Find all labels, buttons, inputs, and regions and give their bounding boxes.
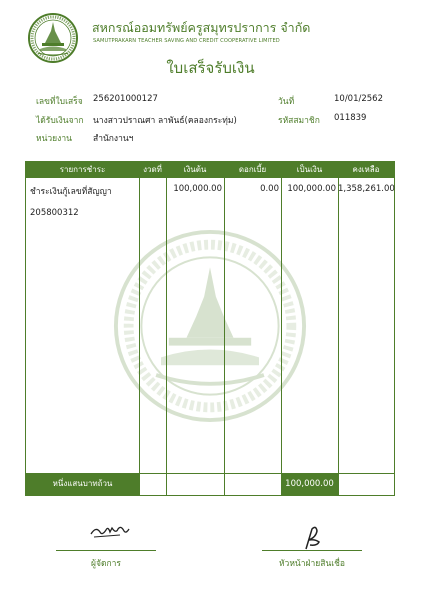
manager-label: ผู้จัดการ — [91, 559, 121, 569]
document-title: ใบเสร็จรับเงิน — [166, 59, 255, 77]
member-id-label: รหัสสมาชิก — [278, 116, 320, 126]
header-principal: เงินต้น — [183, 165, 207, 174]
receipt-no-value: 256201000127 — [93, 94, 158, 104]
org-name-en: SAMUTPRAKARN TEACHER SAVING AND CREDIT COOPERATIVE LIMITED — [93, 38, 280, 44]
date-value: 10/01/2562 — [334, 94, 383, 104]
department-label: หน่วยงาน — [36, 134, 72, 144]
department-value: สำนักงานฯ — [93, 134, 134, 144]
received-from-value: นางสาวปราณศา ลาพันธ์(คลองกระทุ่ม) — [93, 116, 237, 126]
org-name-th: สหกรณ์ออมทรัพย์ครูสมุทรปราการ จำกัด — [92, 20, 311, 35]
date-label: วันที่ — [278, 97, 295, 107]
amount-in-words: หนึ่งแสนบาทถ้วน — [26, 473, 139, 495]
member-id-value: 011839 — [334, 113, 367, 123]
header-amount: เป็นเงิน — [296, 165, 323, 174]
row-amount: 100,000.00 — [287, 184, 336, 194]
payment-table — [25, 161, 395, 496]
header-installment: งวดที่ — [143, 165, 162, 174]
row-item-ref: 205800312 — [30, 208, 79, 218]
manager-signature — [88, 520, 132, 542]
header-interest: ดอกเบี้ย — [238, 165, 267, 174]
received-from-label: ได้รับเงินจาก — [36, 116, 84, 126]
row-interest: 0.00 — [260, 184, 279, 194]
credit-head-label: หัวหน้าฝ่ายสินเชื่อ — [278, 559, 346, 569]
credit-head-signature — [298, 525, 326, 551]
receipt-no-label: เลขที่ใบเสร็จ — [36, 97, 83, 107]
manager-signature-line — [56, 550, 156, 551]
header-balance: คงเหลือ — [352, 165, 380, 174]
row-principal: 100,000.00 — [173, 184, 222, 194]
credit-head-signature-line — [262, 550, 362, 551]
row-item: ชำระเงินกู้เลขที่สัญญา — [30, 187, 112, 197]
row-balance: 1,358,261.00 — [338, 184, 395, 194]
total-amount: 100,000.00 — [281, 473, 338, 495]
header-item: รายการชำระ — [59, 165, 106, 174]
